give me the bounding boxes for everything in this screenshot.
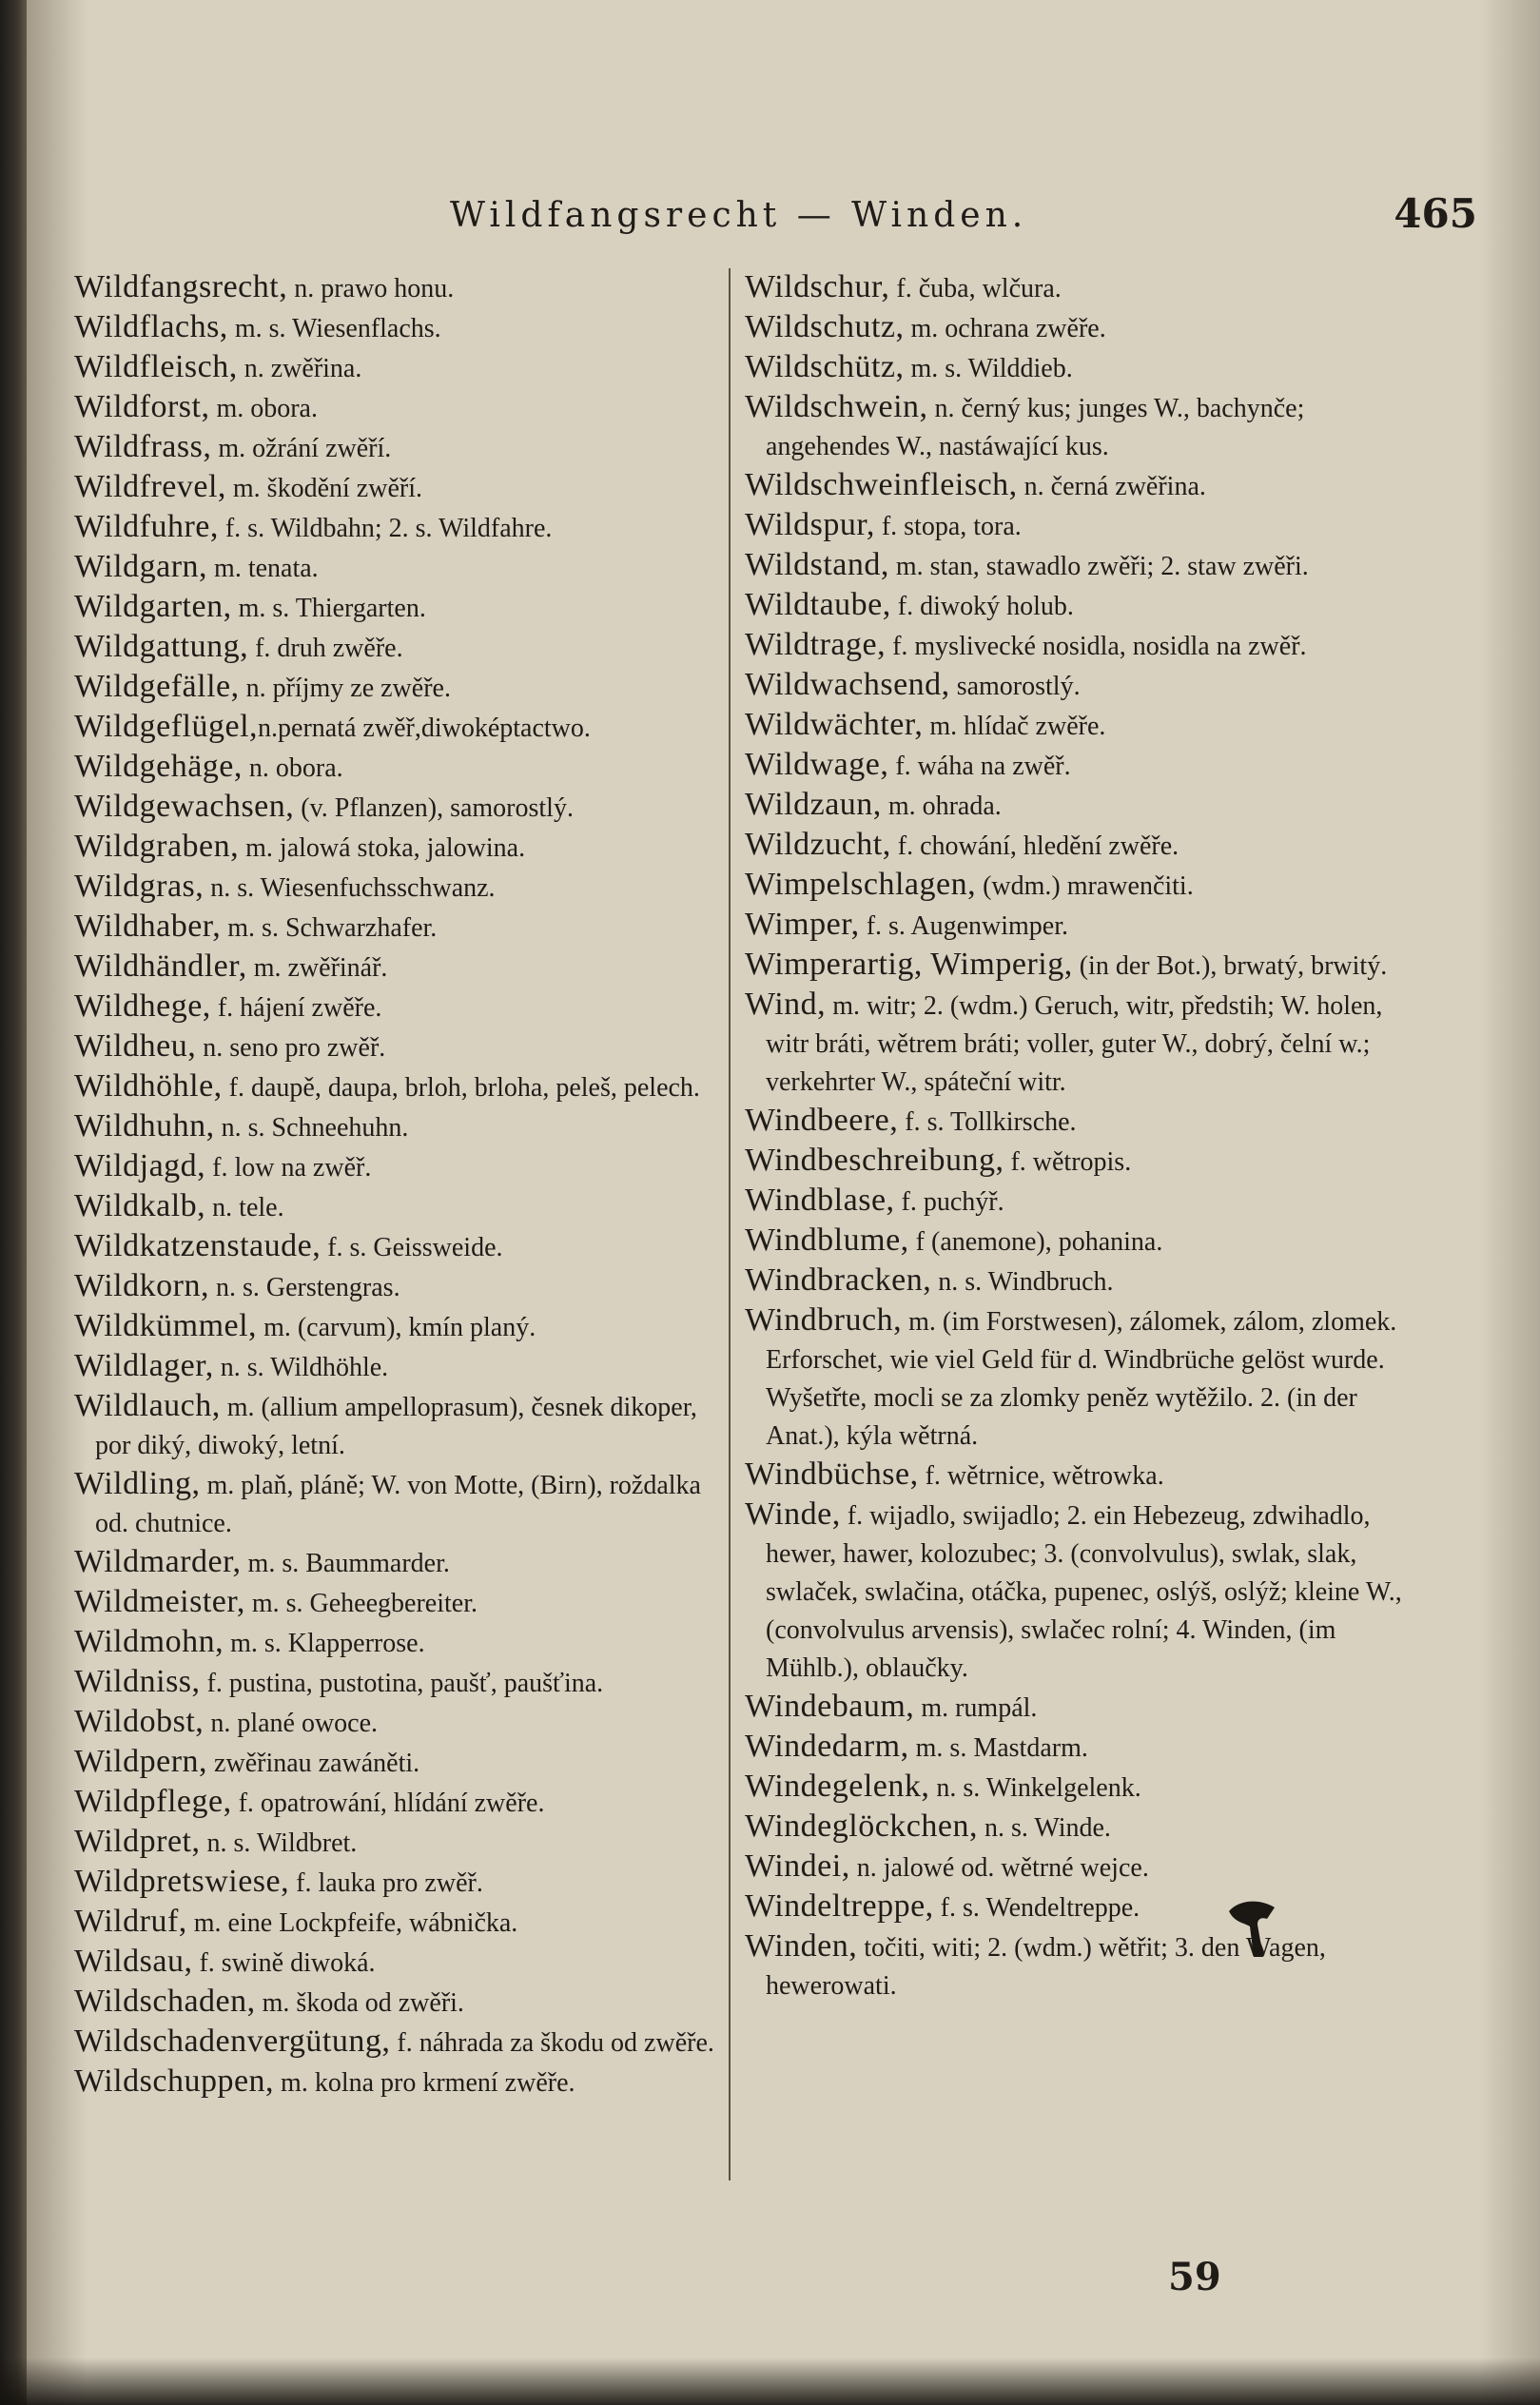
dictionary-entry	[74, 1027, 721, 1067]
entry-headword: Windegelenk,	[745, 1769, 930, 1804]
dictionary-entry	[74, 868, 721, 908]
dictionary-entry	[74, 1307, 721, 1347]
entry-headword: Wildhege,	[74, 988, 211, 1024]
dictionary-entry	[74, 828, 721, 868]
dictionary-entry	[74, 1823, 721, 1863]
dictionary-entry	[745, 1261, 1411, 1301]
dictionary-entry	[745, 866, 1411, 906]
entry-headword: Wildgarten,	[74, 589, 232, 624]
entry-headword: Wildpflege,	[74, 1784, 232, 1819]
entry-headword: Wildpret,	[74, 1824, 201, 1859]
entry-definition: m. s. Mastdarm.	[908, 1733, 1088, 1763]
entry-headword: Windbracken,	[745, 1262, 932, 1298]
entry-headword: Wildschutz,	[745, 309, 905, 344]
dictionary-entry	[74, 628, 721, 668]
entry-definition: m. (im Forstwesen), zálomek, zálom, zlomek. Erforschet, wie viel Geld für d. Windbrüche gelöst wurde. Wyšetřte, mocli se za zlomky peněz wytěžilo. 2. (in der Anat.), kýla wětrná.	[766, 1307, 1397, 1451]
entry-headword: Wildkorn,	[74, 1268, 209, 1303]
dictionary-entry	[74, 1623, 721, 1663]
dictionary-entry	[745, 1102, 1411, 1142]
dictionary-entry	[74, 908, 721, 948]
entry-definition: f. s. Wildbahn; 2. s. Wildfahre.	[218, 514, 553, 543]
entry-definition: n. prawo honu.	[287, 274, 455, 303]
entry-definition: f. wijadlo, swijadlo; 2. ein Hebezeug, zdwihadlo, hewer, hawer, kolozubec; 3. (convolvulus), swlak, slak, swlaček, swlačina, otáčka, pupenec, oslýš, oslýž; kleine W., (convolvulus arvensis), swlačec rolní; 4. Winden, (im Mühlb.), oblaučky.	[766, 1501, 1402, 1683]
entry-headword: Wildruf,	[74, 1904, 187, 1939]
entry-definition: n. s. Windbruch.	[931, 1267, 1114, 1297]
entry-headword: Wildgewachsen,	[74, 789, 295, 824]
entry-headword: Wildflachs,	[74, 309, 228, 344]
entry-headword: Wildschweinfleisch,	[745, 467, 1018, 502]
entry-definition: n. černý kus; junges W., bachynče; angehendes W., nastáwající kus.	[766, 394, 1305, 461]
running-head: Wildfangsrecht — Winden.	[450, 196, 1028, 235]
entry-headword: Wildfrevel,	[74, 469, 226, 504]
entry-definition: m. s. Wilddieb.	[904, 354, 1073, 383]
dictionary-entry	[74, 1783, 721, 1823]
entry-definition: m. s. Thiergarten.	[231, 594, 426, 623]
dictionary-page	[27, 0, 1540, 2405]
dictionary-entry	[74, 2063, 721, 2102]
entry-headword: Wildling,	[74, 1466, 201, 1501]
dictionary-entry	[745, 268, 1411, 308]
entry-definition: m. jalowá stoka, jalowina.	[239, 833, 526, 863]
entry-headword: Wildgefälle,	[74, 669, 240, 704]
dictionary-entry	[74, 508, 721, 548]
dictionary-entry	[74, 308, 721, 348]
entry-headword: Windbeschreibung,	[745, 1143, 1004, 1178]
entry-definition: m. rumpál.	[914, 1693, 1038, 1723]
dictionary-entry	[74, 268, 721, 308]
entry-definition: m. ožrání zwěří.	[211, 434, 392, 463]
dictionary-entry	[745, 1301, 1411, 1456]
dictionary-entry	[745, 466, 1411, 506]
dictionary-entry	[74, 1267, 721, 1307]
entry-definition: m. (allium ampelloprasum), česnek dikoper, por diký, diwoký, letní.	[95, 1393, 697, 1460]
bottom-shadow	[0, 2357, 1540, 2405]
entry-definition: (wdm.) mrawenčiti.	[976, 871, 1194, 901]
dictionary-entry	[745, 746, 1411, 786]
dictionary-entry	[745, 986, 1411, 1102]
entry-headword: Wildmohn,	[74, 1624, 224, 1659]
entry-definition: n. s. Winkelgelenk.	[929, 1773, 1141, 1803]
entry-headword: Windedarm,	[745, 1729, 909, 1764]
entry-definition: f. s. Tollkirsche.	[898, 1107, 1077, 1137]
page-number: 465	[1394, 190, 1477, 237]
dictionary-entry	[745, 1848, 1411, 1887]
dictionary-entry	[74, 748, 721, 788]
entry-definition: n. zwěřina.	[237, 354, 362, 383]
dictionary-entry	[745, 1496, 1411, 1688]
entry-definition: m. stan, stawadlo zwěři; 2. staw zwěři.	[888, 552, 1309, 581]
entry-definition: f (anemone), pohanina.	[908, 1227, 1163, 1257]
entry-headword: Wildhändler,	[74, 948, 247, 984]
entry-headword: Wildlager,	[74, 1348, 214, 1383]
entry-headword: Wildkümmel,	[74, 1308, 258, 1343]
entry-definition: m. kolna pro krmení zwěře.	[274, 2068, 575, 2098]
entry-headword: Wimper,	[745, 907, 860, 942]
entry-definition: m. s. Klapperrose.	[224, 1629, 425, 1658]
dictionary-entry	[74, 468, 721, 508]
entry-definition: m. zwěřinář.	[246, 953, 388, 983]
entry-headword: Windblume,	[745, 1222, 909, 1258]
entry-definition: m. hlídač zwěře.	[923, 712, 1106, 741]
dictionary-entry	[74, 1703, 721, 1743]
entry-headword: Wildmeister,	[74, 1584, 245, 1619]
entry-definition: f. wáha na zwěř.	[888, 752, 1071, 781]
entry-headword: Wildtaube,	[745, 587, 891, 622]
entry-definition: (in der Bot.), brwatý, brwitý.	[1072, 951, 1388, 981]
dictionary-entry	[745, 786, 1411, 826]
entry-headword: Wildjagd,	[74, 1148, 206, 1183]
entry-headword: Windebaum,	[745, 1689, 915, 1724]
entry-headword: Wildfrass,	[74, 429, 212, 464]
dictionary-entry	[74, 548, 721, 588]
dictionary-entry	[74, 1147, 721, 1187]
entry-definition: f. wětrnice, wětrowka.	[918, 1461, 1164, 1491]
entry-headword: Wildgraben,	[74, 829, 240, 864]
entry-definition: f. stopa, tora.	[874, 512, 1022, 541]
entry-definition: točiti, witi; 2. (wdm.) wětřit; 3. den Wagen, hewerowati.	[766, 1933, 1326, 2001]
dictionary-entry	[74, 348, 721, 388]
dictionary-entry	[74, 1067, 721, 1107]
dictionary-entry	[74, 388, 721, 428]
entry-definition: f. náhrada za škodu od zwěře.	[390, 2028, 714, 2058]
dictionary-entry	[74, 1187, 721, 1227]
left-column	[74, 268, 721, 2102]
entry-headword: Wildwächter,	[745, 707, 924, 742]
entry-headword: Wildgeflügel,	[74, 709, 259, 744]
dictionary-entry	[74, 1663, 721, 1703]
entry-definition: n. seno pro zwěř.	[196, 1033, 386, 1063]
entry-definition: f. druh zwěře.	[248, 634, 403, 663]
entry-definition: m. s. Wiesenflachs.	[227, 314, 441, 343]
entry-headword: Wildkatzenstaude,	[74, 1228, 322, 1263]
dictionary-entry	[74, 948, 721, 987]
dictionary-entry	[745, 1927, 1411, 2005]
dictionary-entry	[745, 308, 1411, 348]
dictionary-entry	[745, 946, 1411, 986]
entry-headword: Windei,	[745, 1848, 850, 1884]
dictionary-entry	[745, 666, 1411, 706]
dictionary-entry	[74, 1943, 721, 1983]
dictionary-entry	[745, 388, 1411, 466]
dictionary-entry	[745, 1182, 1411, 1222]
dictionary-entry	[745, 906, 1411, 946]
dictionary-entry	[745, 1728, 1411, 1768]
entry-headword: Wimpelschlagen,	[745, 867, 977, 902]
entry-headword: Windbüchse,	[745, 1457, 919, 1492]
entry-definition: m. s. Geheegbereiter.	[244, 1589, 478, 1618]
entry-headword: Wildwage,	[745, 747, 889, 782]
entry-definition: f. chowání, hledění zwěře.	[890, 831, 1179, 861]
dictionary-entry	[74, 1583, 721, 1623]
dictionary-entry	[74, 1465, 721, 1543]
entry-definition: f. s. Wendeltreppe.	[933, 1893, 1140, 1923]
entry-headword: Wildschuppen,	[74, 2063, 275, 2099]
dictionary-entry	[74, 1347, 721, 1387]
dictionary-entry	[745, 1808, 1411, 1848]
entry-definition: m. obora.	[209, 394, 318, 423]
entry-headword: Wildmarder,	[74, 1544, 242, 1579]
entry-definition: f. čuba, wlčura.	[889, 274, 1062, 303]
dictionary-entry	[74, 1387, 721, 1465]
signature-mark: 59	[1168, 2255, 1221, 2299]
dictionary-entry	[745, 506, 1411, 546]
entry-headword: Wildfuhre,	[74, 509, 219, 544]
entry-headword: Wildpern,	[74, 1744, 208, 1779]
entry-headword: Wildschwein,	[745, 389, 928, 424]
entry-definition: m. plaň, pláně; W. von Motte, (Birn), roždalka od. chutnice.	[95, 1471, 701, 1538]
dictionary-entry	[74, 708, 721, 748]
dictionary-entry	[74, 1743, 721, 1783]
entry-definition: f. lauka pro zwěř.	[289, 1868, 483, 1898]
entry-definition: n. tele.	[205, 1193, 284, 1222]
entry-headword: Windbruch,	[745, 1302, 903, 1338]
entry-headword: Wildstand,	[745, 547, 889, 582]
entry-definition: m. ohrada.	[881, 792, 1002, 821]
entry-definition: m. škoda od zwěři.	[255, 1988, 464, 2018]
entry-definition: m. s. Baummarder.	[241, 1549, 450, 1578]
entry-definition: f. s. Geissweide.	[321, 1233, 503, 1262]
entry-headword: Wildsau,	[74, 1944, 193, 1979]
dictionary-entry	[745, 626, 1411, 666]
dictionary-entry	[74, 2023, 721, 2063]
entry-definition: f. hájení zwěře.	[210, 993, 382, 1023]
dictionary-entry	[745, 1887, 1411, 1927]
entry-headword: Wildschadenvergütung,	[74, 2024, 391, 2059]
entry-definition: f. daupě, daupa, brloh, brloha, peleš, pelech.	[222, 1073, 700, 1103]
entry-headword: Wildgattung,	[74, 629, 249, 664]
entry-headword: Wildgehäge,	[74, 749, 243, 784]
dictionary-entry	[745, 826, 1411, 866]
entry-definition: samorostlý.	[949, 672, 1081, 701]
entry-headword: Wildniss,	[74, 1664, 201, 1699]
entry-headword: Windblase,	[745, 1183, 895, 1218]
entry-headword: Windbeere,	[745, 1103, 899, 1138]
entry-definition: f. pustina, pustotina, paušť, paušťina.	[200, 1669, 604, 1698]
dictionary-entry	[74, 1903, 721, 1943]
page-header	[450, 190, 1477, 247]
dictionary-entry	[74, 1983, 721, 2023]
entry-headword: Wildhöhle,	[74, 1068, 223, 1104]
entry-headword: Wildfleisch,	[74, 349, 238, 384]
dictionary-entry	[745, 1688, 1411, 1728]
entry-headword: Wildzucht,	[745, 827, 891, 862]
entry-headword: Wildtrage,	[745, 627, 887, 662]
entry-definition: zwěřinau zawáněti.	[207, 1749, 420, 1778]
dictionary-entry	[745, 348, 1411, 388]
entry-headword: Wildpretswiese,	[74, 1864, 290, 1899]
dictionary-entry	[745, 546, 1411, 586]
entry-headword: Wildgras,	[74, 869, 205, 904]
dictionary-entry	[74, 1107, 721, 1147]
entry-headword: Wildheu,	[74, 1028, 197, 1064]
entry-definition: n. s. Wiesenfuchsschwanz.	[204, 873, 496, 903]
entry-definition: n. plané owoce.	[204, 1709, 379, 1738]
dictionary-entry	[74, 668, 721, 708]
entry-headword: Wildschaden,	[74, 1984, 256, 2019]
entry-headword: Wildhaber,	[74, 909, 222, 944]
entry-definition: m. witr; 2. (wdm.) Geruch, witr, předstih; W. holen, witr bráti, wětrem bráti; voller, guter W., dobrý, čelní w.; verkehrter W., spáteční witr.	[766, 991, 1383, 1097]
dictionary-entry	[74, 1227, 721, 1267]
entry-headword: Wildgarn,	[74, 549, 208, 584]
entry-definition: f. myslivecké nosidla, nosidla na zwěř.	[886, 632, 1307, 661]
entry-headword: Windeltreppe,	[745, 1888, 934, 1924]
entry-headword: Winde,	[745, 1496, 841, 1532]
entry-definition: n. příjmy ze zwěře.	[239, 674, 451, 703]
entry-headword: Windeglöckchen,	[745, 1809, 978, 1844]
entry-definition: m. (carvum), kmín planý.	[257, 1313, 536, 1342]
column-divider	[729, 268, 731, 2180]
entry-headword: Wind,	[745, 987, 827, 1022]
entry-definition: n. jalowé od. wětrné wejce.	[849, 1853, 1149, 1883]
entry-headword: Wildforst,	[74, 389, 210, 424]
entry-definition: (v. Pflanzen), samorostlý.	[294, 793, 574, 823]
entry-headword: Wildspur,	[745, 507, 875, 542]
entry-headword: Wildzaun,	[745, 787, 882, 822]
entry-definition: n. obora.	[242, 753, 343, 783]
right-column	[745, 268, 1411, 2005]
entry-definition: f. opatrowání, hlídání zwěře.	[231, 1789, 545, 1818]
dictionary-entry	[74, 788, 721, 828]
dictionary-entry	[74, 987, 721, 1027]
ink-blot-icon	[1225, 1898, 1278, 1959]
entry-definition: f. low na zwěř.	[205, 1153, 372, 1183]
entry-headword: Wimperartig, Wimperig,	[745, 947, 1073, 982]
entry-definition: f. puchýř.	[894, 1187, 1004, 1217]
entry-headword: Wildlauch,	[74, 1388, 221, 1423]
entry-definition: m. ochrana zwěře.	[904, 314, 1106, 343]
dictionary-entry	[745, 1768, 1411, 1808]
entry-definition: f. s. Augenwimper.	[859, 911, 1068, 941]
dictionary-entry	[74, 1543, 721, 1583]
dictionary-entry	[74, 1863, 721, 1903]
entry-definition: m. škodění zwěří.	[225, 474, 422, 503]
dictionary-entry	[745, 586, 1411, 626]
entry-headword: Winden,	[745, 1928, 858, 1964]
entry-definition: n. s. Wildbret.	[200, 1828, 358, 1858]
entry-headword: Wildobst,	[74, 1704, 205, 1739]
entry-definition: f. diwoký holub.	[890, 592, 1074, 621]
entry-definition: n. s. Schneehuhn.	[214, 1113, 409, 1143]
entry-definition: n.pernatá zwěř,diwoképtactwo.	[258, 714, 591, 743]
entry-headword: Wildschur,	[745, 269, 890, 304]
dictionary-entry	[74, 428, 721, 468]
dictionary-entry	[74, 588, 721, 628]
entry-definition: n. s. Winde.	[978, 1813, 1111, 1843]
entry-headword: Wildfangsrecht,	[74, 269, 288, 304]
dictionary-entry	[745, 1142, 1411, 1182]
entry-headword: Wildkalb,	[74, 1188, 206, 1223]
dictionary-entry	[745, 1456, 1411, 1496]
entry-definition: m. tenata.	[207, 554, 319, 583]
dictionary-entry	[745, 706, 1411, 746]
entry-definition: n. černá zwěřina.	[1017, 472, 1206, 501]
entry-headword: Wildhuhn,	[74, 1108, 215, 1144]
entry-definition: n. s. Gerstengras.	[208, 1273, 400, 1302]
entry-definition: f. wětropis.	[1004, 1147, 1132, 1177]
entry-definition: m. eine Lockpfeife, wábnička.	[186, 1908, 518, 1938]
dictionary-entry	[745, 1222, 1411, 1261]
entry-definition: f. swině diwoká.	[192, 1948, 376, 1978]
entry-headword: Wildschütz,	[745, 349, 905, 384]
entry-headword: Wildwachsend,	[745, 667, 950, 702]
entry-definition: n. s. Wildhöhle.	[213, 1353, 389, 1382]
entry-definition: m. s. Schwarzhafer.	[221, 913, 438, 943]
